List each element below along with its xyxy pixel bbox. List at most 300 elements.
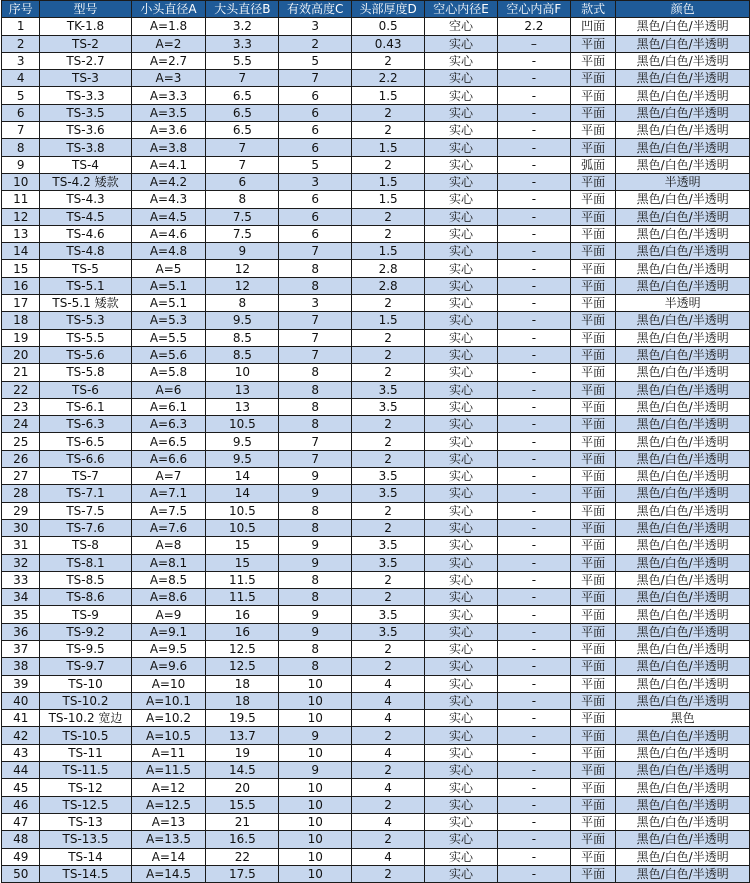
cell-style: 平面 [570, 35, 616, 52]
cell-model: TS-13.5 [40, 831, 131, 848]
cell-head-thickness: 2 [352, 364, 425, 381]
cell-model: TS-4.2 矮款 [40, 173, 131, 190]
cell-hollow-inner-height: - [497, 173, 570, 190]
cell-model: TS-5.3 [40, 312, 131, 329]
cell-effective-height: 10 [279, 692, 352, 709]
cell-model: TS-8.1 [40, 554, 131, 571]
cell-large-diameter: 18 [206, 692, 279, 709]
cell-color: 半透明 [616, 173, 750, 190]
cell-model: TS-9.5 [40, 640, 131, 657]
table-row [2, 692, 750, 709]
table-row [2, 589, 750, 606]
cell-color: 黑色/白色/半透明 [616, 243, 750, 260]
cell-index: 46 [2, 796, 40, 813]
table-row [2, 87, 750, 104]
cell-large-diameter: 15.5 [206, 796, 279, 813]
cell-model: TS-6.6 [40, 450, 131, 467]
cell-color: 黑色/白色/半透明 [616, 554, 750, 571]
table-row [2, 416, 750, 433]
cell-small-diameter: A=9.5 [131, 640, 206, 657]
cell-small-diameter: A=6.3 [131, 416, 206, 433]
cell-color: 黑色/白色/半透明 [616, 796, 750, 813]
cell-model: TS-3.3 [40, 87, 131, 104]
header-large-diameter: 大头直径B [206, 1, 279, 18]
cell-hollow-inner-height: - [497, 519, 570, 536]
table-row [2, 554, 750, 571]
cell-style: 平面 [570, 416, 616, 433]
cell-hollow-inner-diameter: 实心 [425, 537, 498, 554]
table-row [2, 277, 750, 294]
cell-hollow-inner-diameter: 实心 [425, 519, 498, 536]
cell-model: TS-8.5 [40, 571, 131, 588]
cell-effective-height: 7 [279, 433, 352, 450]
header-head-thickness: 头部厚度D [352, 1, 425, 18]
cell-large-diameter: 11.5 [206, 571, 279, 588]
table-row [2, 398, 750, 415]
cell-hollow-inner-height: - [497, 468, 570, 485]
cell-color: 黑色/白色/半透明 [616, 450, 750, 467]
cell-small-diameter: A=4.8 [131, 243, 206, 260]
cell-index: 41 [2, 710, 40, 727]
cell-large-diameter: 10.5 [206, 416, 279, 433]
cell-effective-height: 9 [279, 623, 352, 640]
cell-model: TS-12 [40, 779, 131, 796]
cell-large-diameter: 3.2 [206, 18, 279, 35]
cell-model: TS-4 [40, 156, 131, 173]
cell-style: 平面 [570, 346, 616, 363]
cell-style: 平面 [570, 675, 616, 692]
cell-small-diameter: A=7.1 [131, 485, 206, 502]
cell-head-thickness: 2 [352, 571, 425, 588]
cell-hollow-inner-height: - [497, 70, 570, 87]
cell-model: TS-10.2 [40, 692, 131, 709]
table-row [2, 779, 750, 796]
cell-model: TS-5.1 [40, 277, 131, 294]
cell-effective-height: 3 [279, 18, 352, 35]
cell-style: 平面 [570, 208, 616, 225]
cell-head-thickness: 2 [352, 416, 425, 433]
cell-color: 黑色/白色/半透明 [616, 589, 750, 606]
cell-large-diameter: 7 [206, 70, 279, 87]
cell-small-diameter: A=1.8 [131, 18, 206, 35]
cell-index: 11 [2, 191, 40, 208]
cell-small-diameter: A=10.5 [131, 727, 206, 744]
cell-style: 平面 [570, 589, 616, 606]
cell-small-diameter: A=9 [131, 606, 206, 623]
table-row [2, 658, 750, 675]
cell-index: 12 [2, 208, 40, 225]
cell-style: 平面 [570, 554, 616, 571]
cell-model: TS-7.6 [40, 519, 131, 536]
cell-model: TS-3 [40, 70, 131, 87]
cell-style: 平面 [570, 398, 616, 415]
cell-index: 15 [2, 260, 40, 277]
cell-effective-height: 7 [279, 346, 352, 363]
cell-style: 平面 [570, 710, 616, 727]
cell-style: 平面 [570, 243, 616, 260]
cell-effective-height: 7 [279, 312, 352, 329]
cell-model: TS-5 [40, 260, 131, 277]
cell-large-diameter: 13 [206, 398, 279, 415]
table-row [2, 122, 750, 139]
cell-color: 黑色/白色/半透明 [616, 433, 750, 450]
cell-small-diameter: A=14 [131, 848, 206, 865]
cell-hollow-inner-height: - [497, 208, 570, 225]
cell-style: 平面 [570, 139, 616, 156]
cell-small-diameter: A=4.2 [131, 173, 206, 190]
cell-model: TS-4.5 [40, 208, 131, 225]
cell-style: 平面 [570, 329, 616, 346]
header-index: 序号 [2, 1, 40, 18]
table-row [2, 381, 750, 398]
cell-model: TS-14.5 [40, 865, 131, 882]
cell-color: 黑色/白色/半透明 [616, 675, 750, 692]
cell-style: 平面 [570, 571, 616, 588]
table-row [2, 243, 750, 260]
cell-small-diameter: A=5.1 [131, 295, 206, 312]
cell-index: 49 [2, 848, 40, 865]
cell-hollow-inner-diameter: 实心 [425, 675, 498, 692]
cell-style: 平面 [570, 865, 616, 882]
cell-hollow-inner-height: - [497, 416, 570, 433]
header-hollow-inner-height: 空心内高F [497, 1, 570, 18]
cell-head-thickness: 2 [352, 450, 425, 467]
table-row [2, 260, 750, 277]
cell-head-thickness: 2 [352, 295, 425, 312]
cell-style: 平面 [570, 312, 616, 329]
cell-small-diameter: A=3.8 [131, 139, 206, 156]
cell-style: 平面 [570, 692, 616, 709]
cell-large-diameter: 10.5 [206, 502, 279, 519]
cell-color: 黑色/白色/半透明 [616, 623, 750, 640]
cell-model: TS-5.6 [40, 346, 131, 363]
cell-hollow-inner-diameter: 实心 [425, 727, 498, 744]
cell-color: 黑色/白色/半透明 [616, 640, 750, 657]
cell-model: TS-4.3 [40, 191, 131, 208]
cell-color: 黑色/白色/半透明 [616, 502, 750, 519]
cell-effective-height: 7 [279, 243, 352, 260]
cell-small-diameter: A=10 [131, 675, 206, 692]
cell-head-thickness: 0.43 [352, 35, 425, 52]
cell-large-diameter: 14 [206, 468, 279, 485]
table-row [2, 848, 750, 865]
table-row [2, 156, 750, 173]
table-row [2, 796, 750, 813]
cell-small-diameter: A=4.1 [131, 156, 206, 173]
cell-small-diameter: A=3.3 [131, 87, 206, 104]
cell-effective-height: 6 [279, 122, 352, 139]
cell-head-thickness: 4 [352, 813, 425, 830]
cell-style: 平面 [570, 122, 616, 139]
cell-effective-height: 8 [279, 640, 352, 657]
cell-index: 10 [2, 173, 40, 190]
cell-head-thickness: 2 [352, 502, 425, 519]
cell-model: TS-9 [40, 606, 131, 623]
cell-model: TK-1.8 [40, 18, 131, 35]
cell-hollow-inner-height: - [497, 52, 570, 69]
table-row [2, 813, 750, 830]
cell-hollow-inner-height: - [497, 675, 570, 692]
cell-head-thickness: 1.5 [352, 191, 425, 208]
cell-large-diameter: 18 [206, 675, 279, 692]
cell-index: 34 [2, 589, 40, 606]
cell-large-diameter: 10.5 [206, 519, 279, 536]
cell-index: 37 [2, 640, 40, 657]
cell-color: 黑色/白色/半透明 [616, 416, 750, 433]
cell-hollow-inner-height: - [497, 865, 570, 882]
table-row [2, 710, 750, 727]
cell-small-diameter: A=7 [131, 468, 206, 485]
cell-head-thickness: 2.2 [352, 70, 425, 87]
cell-hollow-inner-diameter: 实心 [425, 744, 498, 761]
table-row [2, 450, 750, 467]
cell-index: 6 [2, 104, 40, 121]
table-row [2, 173, 750, 190]
cell-color: 黑色/白色/半透明 [616, 35, 750, 52]
cell-hollow-inner-diameter: 实心 [425, 848, 498, 865]
cell-hollow-inner-height: - [497, 623, 570, 640]
cell-hollow-inner-height: - [497, 589, 570, 606]
cell-head-thickness: 4 [352, 848, 425, 865]
cell-small-diameter: A=12 [131, 779, 206, 796]
table-row [2, 433, 750, 450]
cell-model: TS-6 [40, 381, 131, 398]
cell-index: 35 [2, 606, 40, 623]
cell-small-diameter: A=5 [131, 260, 206, 277]
cell-model: TS-6.1 [40, 398, 131, 415]
cell-style: 平面 [570, 364, 616, 381]
cell-model: TS-6.3 [40, 416, 131, 433]
cell-index: 19 [2, 329, 40, 346]
cell-model: TS-2.7 [40, 52, 131, 69]
cell-effective-height: 10 [279, 831, 352, 848]
cell-effective-height: 10 [279, 675, 352, 692]
cell-effective-height: 6 [279, 104, 352, 121]
table-row [2, 831, 750, 848]
header-row [2, 1, 750, 18]
cell-large-diameter: 7.5 [206, 208, 279, 225]
cell-large-diameter: 17.5 [206, 865, 279, 882]
cell-large-diameter: 13.7 [206, 727, 279, 744]
cell-hollow-inner-diameter: 实心 [425, 225, 498, 242]
cell-hollow-inner-height: - [497, 243, 570, 260]
cell-hollow-inner-height: - [497, 848, 570, 865]
cell-hollow-inner-diameter: 实心 [425, 623, 498, 640]
cell-model: TS-14 [40, 848, 131, 865]
table-row [2, 225, 750, 242]
cell-hollow-inner-diameter: 实心 [425, 796, 498, 813]
cell-color: 黑色/白色/半透明 [616, 779, 750, 796]
cell-color: 黑色/白色/半透明 [616, 762, 750, 779]
cell-style: 平面 [570, 277, 616, 294]
cell-small-diameter: A=5.8 [131, 364, 206, 381]
cell-index: 16 [2, 277, 40, 294]
cell-large-diameter: 6.5 [206, 87, 279, 104]
table-row [2, 364, 750, 381]
cell-small-diameter: A=5.5 [131, 329, 206, 346]
cell-effective-height: 9 [279, 554, 352, 571]
cell-index: 39 [2, 675, 40, 692]
cell-effective-height: 6 [279, 208, 352, 225]
cell-model: TS-5.1 矮款 [40, 295, 131, 312]
cell-model: TS-3.6 [40, 122, 131, 139]
cell-small-diameter: A=9.6 [131, 658, 206, 675]
cell-index: 14 [2, 243, 40, 260]
cell-small-diameter: A=9.1 [131, 623, 206, 640]
cell-style: 平面 [570, 519, 616, 536]
cell-effective-height: 8 [279, 589, 352, 606]
cell-model: TS-10.2 宽边 [40, 710, 131, 727]
cell-color: 黑色/白色/半透明 [616, 364, 750, 381]
cell-model: TS-5.8 [40, 364, 131, 381]
cell-large-diameter: 16 [206, 606, 279, 623]
cell-style: 弧面 [570, 156, 616, 173]
cell-index: 50 [2, 865, 40, 882]
header-model: 型号 [40, 1, 131, 18]
cell-hollow-inner-height: - [497, 87, 570, 104]
table-row [2, 485, 750, 502]
cell-index: 23 [2, 398, 40, 415]
cell-large-diameter: 12.5 [206, 640, 279, 657]
cell-hollow-inner-diameter: 实心 [425, 468, 498, 485]
cell-large-diameter: 13 [206, 381, 279, 398]
cell-hollow-inner-height: - [497, 312, 570, 329]
cell-hollow-inner-height: - [497, 640, 570, 657]
table-row [2, 104, 750, 121]
cell-head-thickness: 4 [352, 710, 425, 727]
cell-hollow-inner-diameter: 实心 [425, 658, 498, 675]
cell-hollow-inner-height: - [497, 727, 570, 744]
cell-head-thickness: 2 [352, 762, 425, 779]
cell-hollow-inner-diameter: 实心 [425, 122, 498, 139]
cell-color: 黑色/白色/半透明 [616, 606, 750, 623]
cell-hollow-inner-diameter: 实心 [425, 243, 498, 260]
cell-large-diameter: 5.5 [206, 52, 279, 69]
cell-effective-height: 8 [279, 398, 352, 415]
cell-hollow-inner-height: 2.2 [497, 18, 570, 35]
cell-hollow-inner-diameter: 实心 [425, 52, 498, 69]
cell-head-thickness: 2 [352, 433, 425, 450]
cell-hollow-inner-diameter: 实心 [425, 156, 498, 173]
cell-hollow-inner-diameter: 实心 [425, 433, 498, 450]
cell-head-thickness: 1.5 [352, 173, 425, 190]
cell-head-thickness: 3.5 [352, 381, 425, 398]
cell-head-thickness: 3.5 [352, 468, 425, 485]
cell-model: TS-7.1 [40, 485, 131, 502]
cell-index: 44 [2, 762, 40, 779]
cell-index: 43 [2, 744, 40, 761]
cell-effective-height: 6 [279, 191, 352, 208]
cell-head-thickness: 2 [352, 208, 425, 225]
cell-color: 黑色/白色/半透明 [616, 312, 750, 329]
cell-large-diameter: 7 [206, 139, 279, 156]
cell-model: TS-8 [40, 537, 131, 554]
cell-style: 平面 [570, 848, 616, 865]
cell-hollow-inner-height: - [497, 139, 570, 156]
cell-model: TS-3.5 [40, 104, 131, 121]
cell-hollow-inner-diameter: 实心 [425, 329, 498, 346]
cell-head-thickness: 2 [352, 104, 425, 121]
cell-index: 21 [2, 364, 40, 381]
cell-style: 平面 [570, 796, 616, 813]
cell-hollow-inner-diameter: 实心 [425, 208, 498, 225]
cell-hollow-inner-diameter: 实心 [425, 831, 498, 848]
header-effective-height: 有效高度C [279, 1, 352, 18]
cell-effective-height: 7 [279, 450, 352, 467]
cell-hollow-inner-height: - [497, 225, 570, 242]
cell-small-diameter: A=2 [131, 35, 206, 52]
cell-head-thickness: 1.5 [352, 139, 425, 156]
cell-color: 黑色/白色/半透明 [616, 277, 750, 294]
cell-style: 平面 [570, 640, 616, 657]
cell-index: 29 [2, 502, 40, 519]
cell-color: 黑色/白色/半透明 [616, 225, 750, 242]
cell-hollow-inner-diameter: 空心 [425, 18, 498, 35]
cell-index: 47 [2, 813, 40, 830]
cell-effective-height: 3 [279, 173, 352, 190]
cell-effective-height: 2 [279, 35, 352, 52]
cell-index: 40 [2, 692, 40, 709]
table-body [2, 18, 750, 883]
header-small-diameter: 小头直径A [131, 1, 206, 18]
cell-hollow-inner-diameter: 实心 [425, 813, 498, 830]
cell-head-thickness: 4 [352, 779, 425, 796]
cell-style: 平面 [570, 485, 616, 502]
cell-effective-height: 6 [279, 225, 352, 242]
cell-hollow-inner-diameter: 实心 [425, 640, 498, 657]
cell-small-diameter: A=6 [131, 381, 206, 398]
cell-head-thickness: 4 [352, 744, 425, 761]
cell-head-thickness: 2 [352, 122, 425, 139]
cell-effective-height: 9 [279, 537, 352, 554]
cell-small-diameter: A=8.1 [131, 554, 206, 571]
cell-model: TS-4.8 [40, 243, 131, 260]
cell-head-thickness: 2.8 [352, 260, 425, 277]
cell-hollow-inner-height: - [497, 122, 570, 139]
cell-hollow-inner-diameter: 实心 [425, 692, 498, 709]
cell-hollow-inner-diameter: 实心 [425, 606, 498, 623]
cell-index: 31 [2, 537, 40, 554]
cell-large-diameter: 7 [206, 156, 279, 173]
cell-effective-height: 5 [279, 156, 352, 173]
cell-small-diameter: A=4.5 [131, 208, 206, 225]
cell-index: 27 [2, 468, 40, 485]
cell-effective-height: 10 [279, 710, 352, 727]
cell-head-thickness: 2 [352, 519, 425, 536]
cell-large-diameter: 19.5 [206, 710, 279, 727]
table-row [2, 865, 750, 882]
cell-small-diameter: A=14.5 [131, 865, 206, 882]
cell-color: 黑色/白色/半透明 [616, 104, 750, 121]
cell-hollow-inner-diameter: 实心 [425, 502, 498, 519]
cell-head-thickness: 2 [352, 727, 425, 744]
cell-hollow-inner-diameter: 实心 [425, 589, 498, 606]
cell-small-diameter: A=3.6 [131, 122, 206, 139]
cell-style: 平面 [570, 762, 616, 779]
cell-index: 22 [2, 381, 40, 398]
cell-model: TS-9.7 [40, 658, 131, 675]
header-style: 款式 [570, 1, 616, 18]
cell-hollow-inner-diameter: 实心 [425, 762, 498, 779]
table-row [2, 18, 750, 35]
cell-index: 28 [2, 485, 40, 502]
cell-model: TS-7 [40, 468, 131, 485]
cell-large-diameter: 15 [206, 537, 279, 554]
cell-hollow-inner-height: - [497, 779, 570, 796]
table-row [2, 744, 750, 761]
cell-small-diameter: A=5.1 [131, 277, 206, 294]
table-row [2, 329, 750, 346]
